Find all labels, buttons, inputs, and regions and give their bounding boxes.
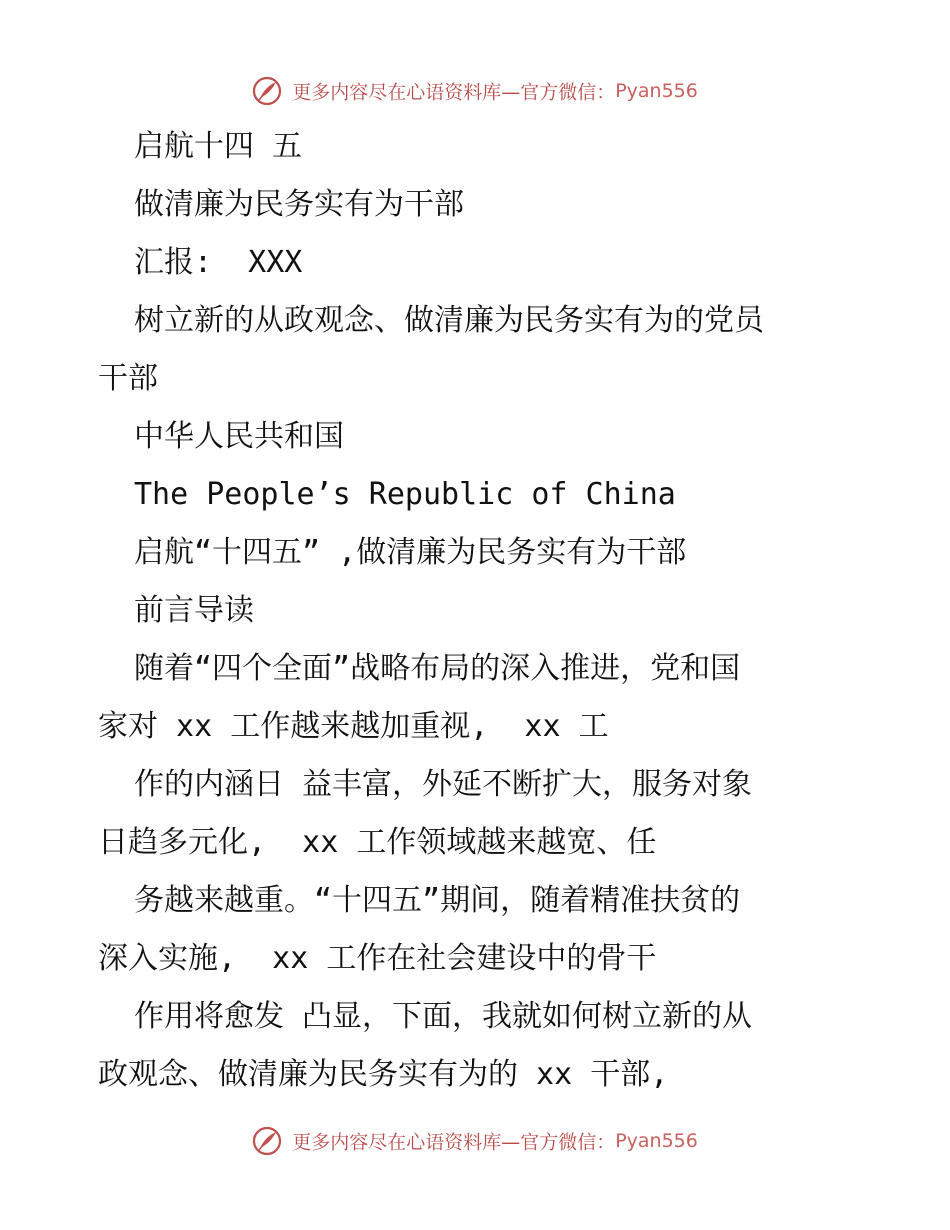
- quill-logo-icon: [252, 76, 282, 106]
- text-line: 树立新的从政观念、做清廉为民务实有为的党员: [134, 303, 764, 338]
- text-line: The People’s Republic of China: [134, 477, 676, 512]
- text-line: 日趋多元化, xx 工作领域越来越宽、任: [98, 825, 657, 860]
- document-body: [98, 118, 858, 1104]
- text-line: 作用将愈发 凸显，下面，我就如何树立新的从: [134, 999, 753, 1034]
- text-line: 家对 xx 工作越来越加重视, xx 工: [98, 709, 609, 744]
- watermark-text: 更多内容尽在心语资料库—官方微信：: [292, 81, 616, 104]
- header-watermark: [0, 76, 950, 106]
- text-line: 中华人民共和国: [134, 419, 344, 454]
- watermark-wechat-id: Pyan556: [615, 1130, 698, 1152]
- text-line: 深入实施, xx 工作在社会建设中的骨干: [98, 941, 657, 976]
- watermark-wechat-id: Pyan556: [615, 80, 698, 102]
- footer-watermark: [0, 1126, 950, 1156]
- text-line: 启航“十四五” ,做清廉为民务实有为干部: [134, 535, 687, 570]
- text-line: 随着“四个全面”战略布局的深入推进，党和国: [134, 651, 741, 686]
- text-line: 务越来越重。“十四五”期间，随着精准扶贫的: [134, 883, 741, 918]
- text-line: 政观念、做清廉为民务实有为的 xx 干部,: [98, 1057, 669, 1092]
- text-line: 前言导读: [134, 593, 254, 628]
- text-line: 干部: [98, 361, 158, 396]
- text-line: 启航十四 五: [134, 129, 303, 164]
- text-line: 汇报: XXX: [134, 245, 303, 280]
- quill-logo-icon: [252, 1126, 282, 1156]
- text-line: 作的内涵日 益丰富，外延不断扩大，服务对象: [134, 767, 753, 802]
- text-line: 做清廉为民务实有为干部: [134, 187, 464, 222]
- watermark-text: 更多内容尽在心语资料库—官方微信：: [292, 1131, 616, 1154]
